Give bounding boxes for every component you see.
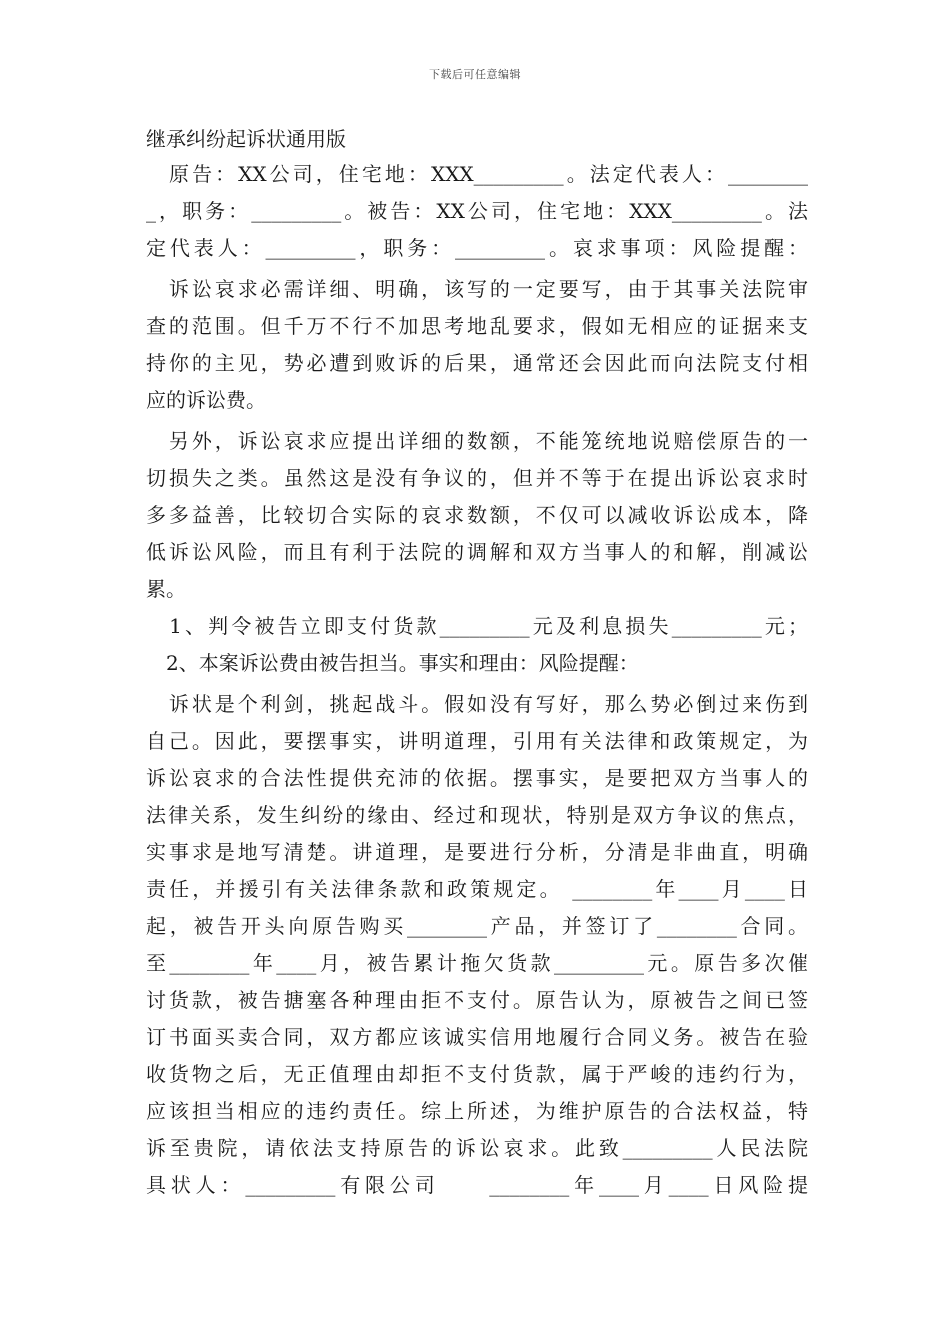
text-line: 讨货款，被告搪塞各种理由拒不支付。原告认为，原被告之间已签: [146, 988, 808, 1012]
text-line: 持你的主见，势必遭到败诉的后果，通常还会因此而向法院支付相: [146, 351, 808, 375]
text-line: 诉状是个利剑，挑起战斗。假如没有写好，那么势必倒过来伤到: [146, 692, 808, 716]
document-title: 继承纠纷起诉状通用版: [146, 127, 346, 151]
text-line: 原告：XX公司，住宅地：XXX_________。法定代表人：________: [146, 162, 808, 186]
text-line: 诉讼哀求的合法性提供充沛的依据。摆事实，是要把双方当事人的: [146, 766, 808, 790]
text-line: 切损失之类。虽然这是没有争议的，但并不等于在提出诉讼哀求时: [146, 466, 808, 490]
text-line: 至________年____月，被告累计拖欠货款_________元。原告多次催: [146, 951, 808, 975]
text-line: 责任，并援引有关法律条款和政策规定。 ________年____月____日: [146, 877, 808, 901]
text-line: 累。: [146, 577, 186, 601]
text-line: 低诉讼风险，而且有利于法院的调解和双方当事人的和解，削减讼: [146, 540, 808, 564]
text-line: 具状人：_________有限公司 ________年____月____日风险提: [146, 1173, 808, 1197]
text-line: 另外，诉讼哀求应提出详细的数额，不能笼统地说赔偿原告的一: [146, 429, 808, 453]
text-line: 自己。因此，要摆事实，讲明道理，引用有关法律和政策规定，为: [146, 729, 808, 753]
text-line: 定代表人：_________，职务：_________。哀求事项：风险提醒：: [146, 236, 808, 260]
page-header: 下载后可任意编辑: [429, 68, 521, 81]
document-body: [146, 122, 808, 1204]
text-line: 多多益善，比较切合实际的哀求数额，不仅可以减收诉讼成本，降: [146, 503, 808, 527]
list-item: 1、判令被告立即支付货款_________元及利息损失_________元；: [146, 614, 808, 638]
list-item: 2、本案诉讼费由被告担当。事实和理由：风险提醒：: [146, 651, 639, 675]
text-line: 起，被告开头向原告购买________产品，并签订了________合同。: [146, 914, 808, 938]
text-line: 应该担当相应的违约责任。综上所述，为维护原告的合法权益，特: [146, 1099, 808, 1123]
text-line: _，职务：_________。被告：XX公司，住宅地：XXX_________。法: [146, 199, 808, 223]
text-line: 诉至贵院，请依法支持原告的诉讼哀求。此致_________人民法院: [146, 1136, 808, 1160]
text-line: 诉讼哀求必需详细、明确，该写的一定要写，由于其事关法院审: [146, 277, 808, 301]
text-line: 应的诉讼费。: [146, 388, 266, 412]
text-line: 实事求是地写清楚。讲道理，是要进行分析，分清是非曲直，明确: [146, 840, 808, 864]
text-line: 收货物之后，无正值理由却拒不支付货款，属于严峻的违约行为，: [146, 1062, 808, 1086]
text-line: 法律关系，发生纠纷的缘由、经过和现状，特别是双方争议的焦点，: [146, 803, 808, 827]
text-line: 查的范围。但千万不行不加思考地乱要求，假如无相应的证据来支: [146, 314, 808, 338]
text-line: 订书面买卖合同，双方都应该诚实信用地履行合同义务。被告在验: [146, 1025, 808, 1049]
